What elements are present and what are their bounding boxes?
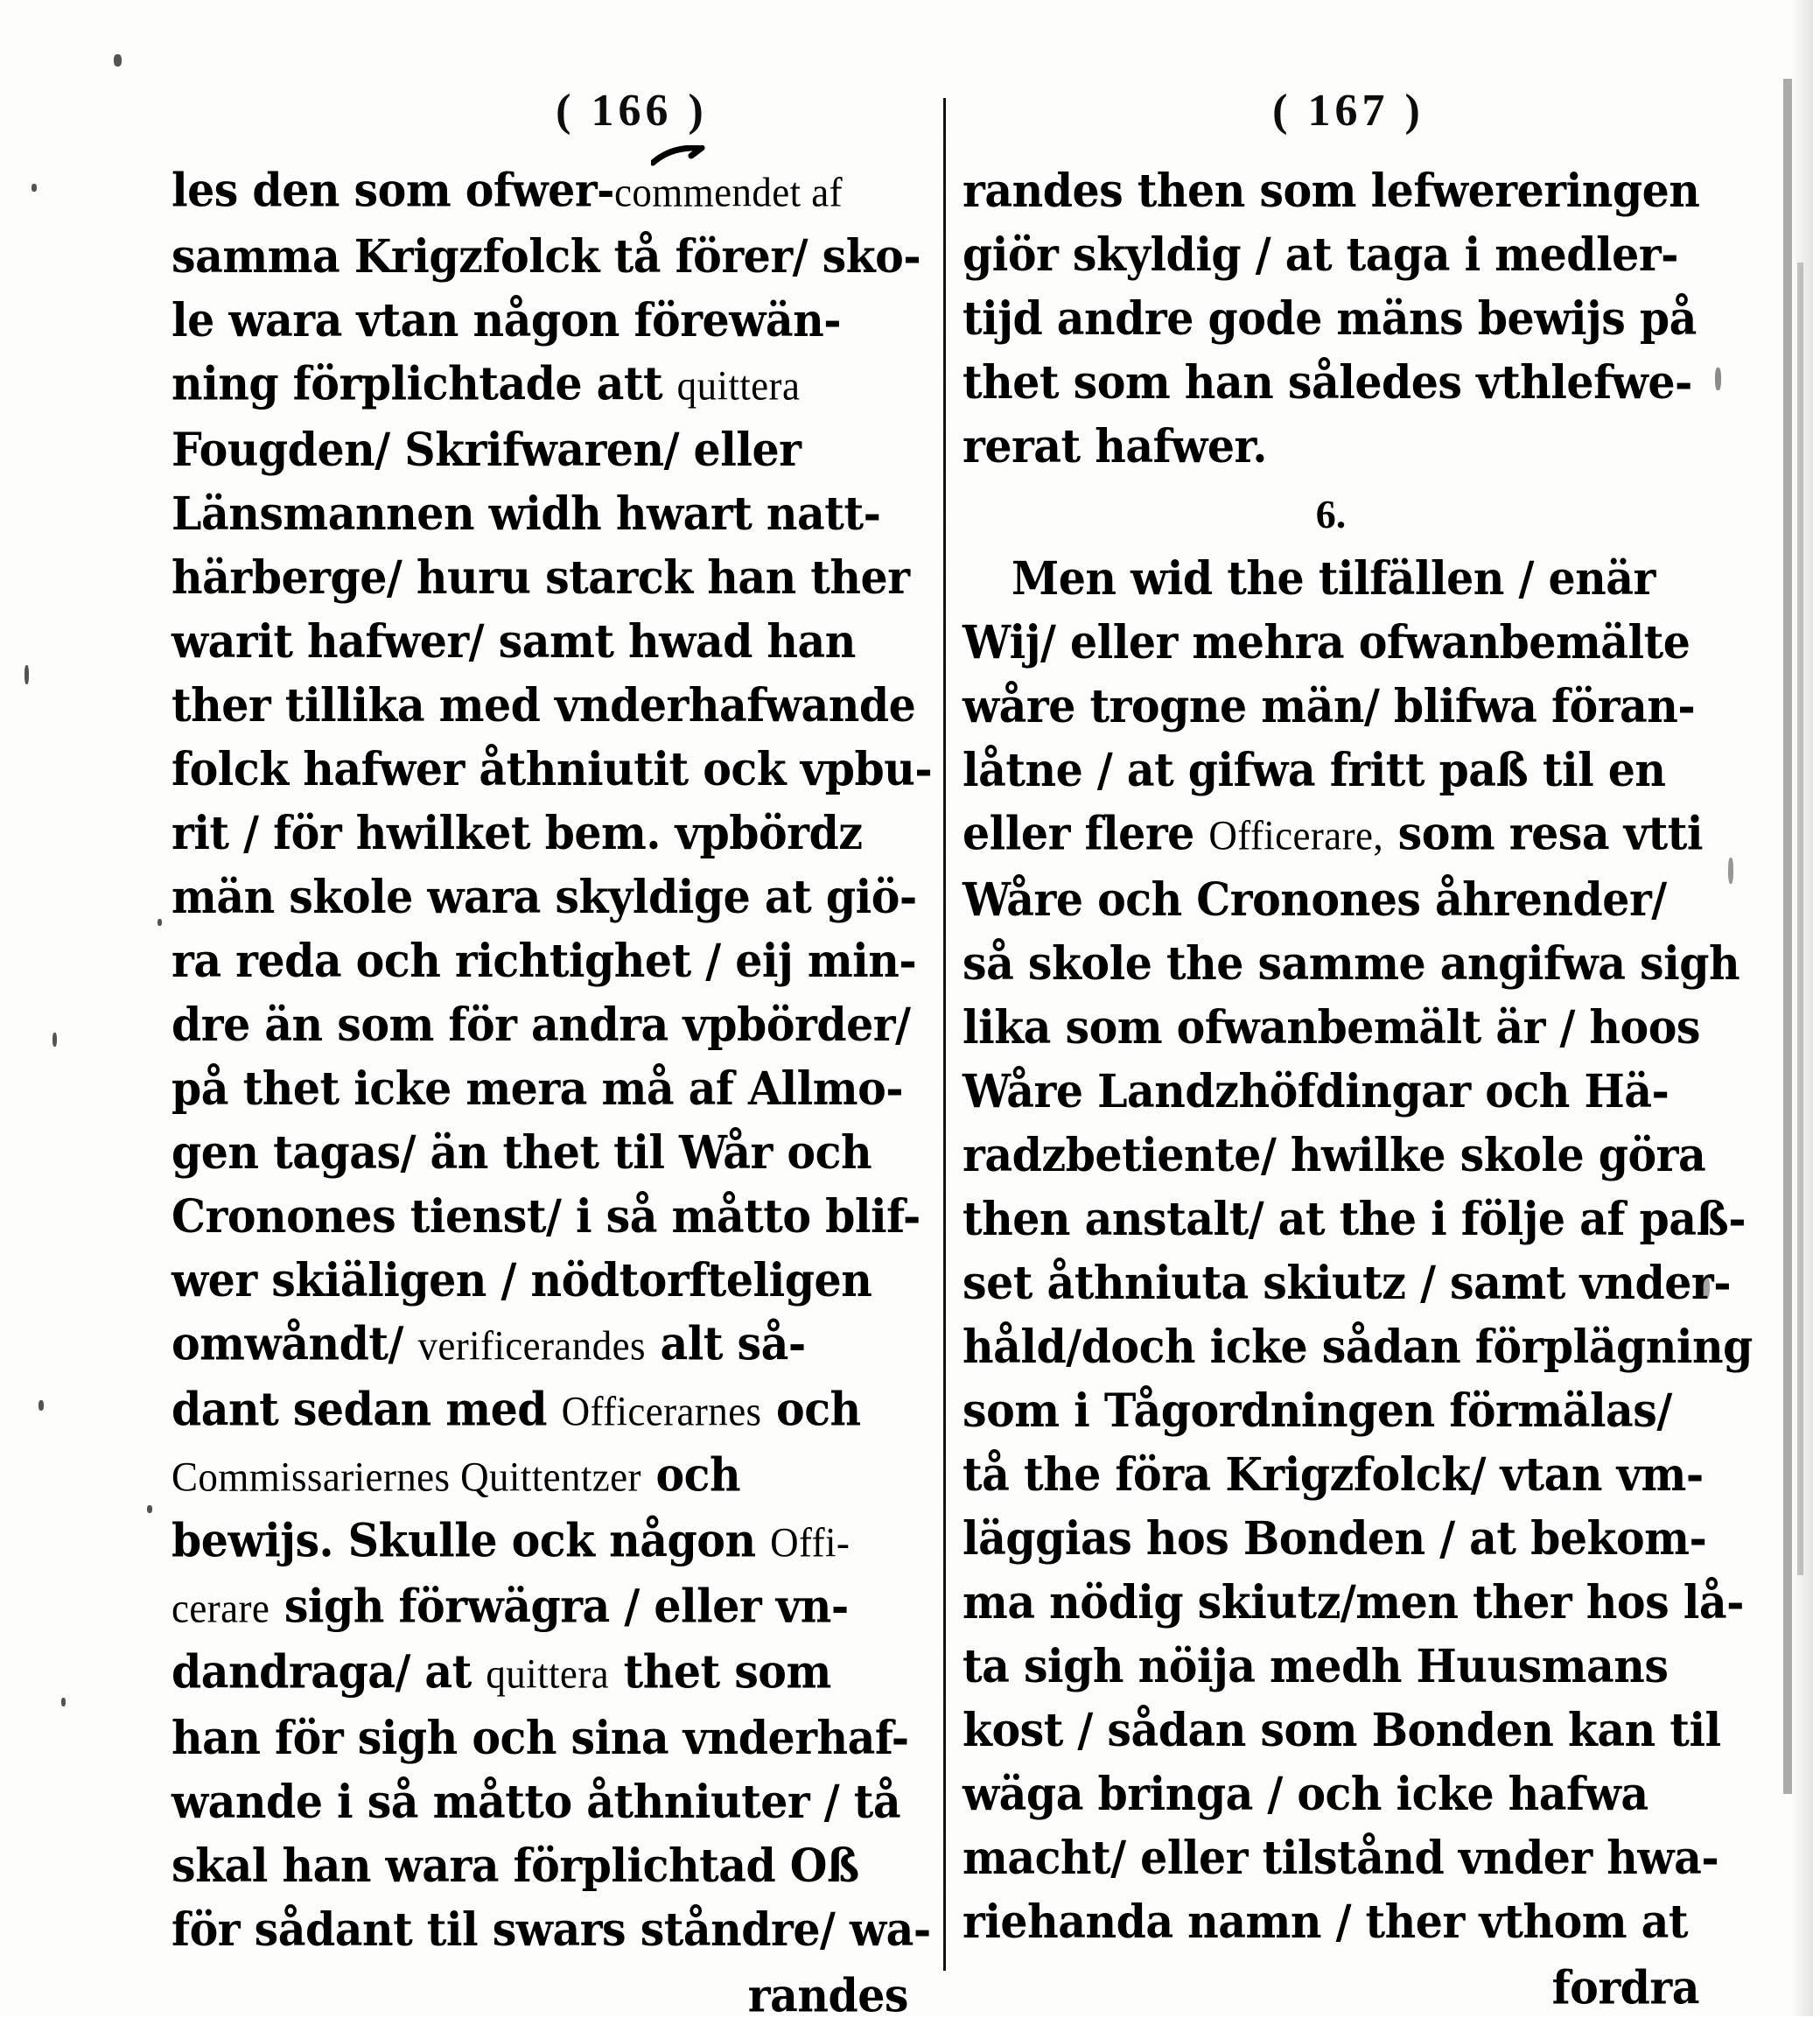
paper-speck [1728,858,1733,884]
paper-speck [24,665,29,684]
text-line [962,801,1704,871]
text-line [172,223,921,291]
paper-speck [38,1400,44,1411]
fraktur-type-run: wande i så måtto åthniuter / tå [172,1775,901,1829]
text-line [172,1769,908,1836]
fraktur-type-run: skal han wara förplichtad Oß [172,1839,859,1893]
fraktur-type-run: eller flere [962,806,1209,861]
fraktur-type-run: han för sigh och sina vnderhaf- [172,1711,909,1765]
text-line [962,737,1699,804]
fraktur-type-run: läggias hos Bonden / at bekom- [962,1511,1707,1566]
fraktur-type-run: Fougden/ Skrifwaren/ eller [172,423,802,477]
fraktur-type-run: bewijs. Skulle ock någon [172,1513,771,1568]
fraktur-type-run: rerat hafwer. [962,419,1267,473]
text-line [962,1569,1744,1636]
fraktur-type-run: Länsmannen widh hwart natt- [172,487,881,541]
text-line [172,1183,920,1251]
text-line [962,221,1699,289]
roman-type-run: cerare [172,1585,270,1632]
text-line [962,1186,1746,1253]
fraktur-type-run: tå the föra Krigzfolck/ vtan vm- [962,1447,1704,1502]
text-line [172,158,908,228]
roman-type-run: quittera [486,1650,610,1698]
roman-type-run: Officerare, [1208,812,1384,859]
text-line [172,991,911,1059]
paper-speck [1715,368,1721,390]
fraktur-type-run: giör skyldig / at taga i medler- [962,228,1679,282]
text-line [962,1505,1707,1573]
page-number-left: ( 166 ) [556,86,708,136]
fraktur-type-run: dandraga/ at [172,1644,486,1699]
fraktur-type-run: för sådant til swars ståndre/ wa- [172,1902,931,1957]
fraktur-type-run: och [761,1382,861,1437]
text-line [172,1442,908,1512]
roman-type-run: Officerarnes [561,1388,762,1435]
text-line [172,1377,908,1447]
fraktur-type-run: ning förplichtade att [172,356,677,411]
catchword-right: fordra [1551,1960,1699,2015]
text-line [172,672,916,739]
text-line [172,1119,908,1187]
fraktur-type-run: thet som [609,1644,831,1699]
text-line [172,287,908,354]
fraktur-type-run: Wij/ eller mehra ofwanbemälte [962,615,1690,669]
fraktur-type-run: alt så- [645,1316,806,1371]
text-line [172,1508,908,1578]
fraktur-type-run: wåre trogne män/ blifwa föran- [962,679,1696,733]
roman-type-run: Offi- [770,1519,850,1566]
text-line [962,545,1699,613]
fraktur-type-run: then anstalt/ at the i följe af paß- [962,1192,1746,1246]
fraktur-type-run: set åthniuta skiutz / samt vnder- [962,1256,1732,1310]
text-line [172,608,908,676]
right-column-body-part-2 [962,549,1753,1956]
text-line [172,1247,908,1314]
roman-type-run: quittera [676,362,801,410]
fraktur-type-run: tijd andre gode mäns bewijs på [962,291,1697,346]
text-line [962,1377,1699,1445]
fraktur-type-run: dre än som för andra vpbörder/ [172,998,911,1052]
fraktur-type-run: les den som ofwer- [172,163,615,218]
paper-speck [114,54,122,67]
fraktur-type-run: ra reda och richtighet / eij min- [172,934,917,988]
text-line [172,1055,908,1123]
paper-speck [52,1033,57,1047]
text-line [962,609,1699,676]
text-line [962,1633,1699,1700]
fraktur-type-run: folck hafwer åthniutit ock vpbu- [172,742,933,796]
text-line [172,1896,931,1964]
text-line [172,864,917,931]
fraktur-type-run: Wåre och Cronones åhrender/ [962,872,1667,927]
fraktur-type-run: kost / sådan som Bonden kan til [962,1703,1721,1757]
fraktur-type-run: rit / för hwilket bem. vpbördz [172,806,863,860]
text-line [172,417,908,484]
text-line [962,413,1699,480]
text-line [172,1573,908,1643]
fraktur-type-run: ta sigh nöija medh Huusmans [962,1639,1669,1693]
fraktur-type-run: härberge/ huru starck han ther [172,550,910,605]
fraktur-type-run: riehanda namn / ther vthom at [962,1895,1689,1949]
text-line [962,1314,1753,1381]
fraktur-type-run: thet som han således vthlefwe- [962,355,1692,410]
paper-speck [147,1505,152,1513]
fraktur-type-run: warit hafwer/ samt hwad han [172,614,856,669]
fraktur-type-run: som i Tågordningen förmälas/ [962,1384,1672,1438]
text-line [172,1705,908,1772]
text-line [962,349,1699,417]
fraktur-type-run: gen tagas/ än thet til Wår och [172,1125,872,1180]
text-line [962,1697,1721,1764]
fraktur-type-run: dant sedan med [172,1382,562,1437]
text-line [172,480,908,548]
roman-type-run: Commissariernes Quittentzer [172,1454,641,1501]
text-line [962,930,1740,998]
text-line [962,866,1699,934]
text-line [172,1832,908,1900]
text-line [962,1761,1699,1828]
paper-speck [61,1698,66,1706]
text-line [962,1825,1719,1892]
text-line [172,544,908,612]
fraktur-type-run: män skole wara skyldige at giö- [172,870,917,924]
fraktur-type-run: le wara vtan någon förewän- [172,293,842,347]
fraktur-type-run: ther tillika med vnderhafwande [172,678,916,732]
fraktur-type-run: macht/ eller tilstånd vnder hwa- [962,1831,1719,1885]
text-line [962,1122,1706,1189]
fraktur-type-run: Men wid the tilfällen / enär [1012,551,1656,606]
fraktur-type-run: på thet icke mera må af Allmo- [172,1062,904,1116]
text-line [172,1311,908,1381]
gutter-shadow [1790,0,1813,2016]
fraktur-type-run: randes then som lefwereringen [962,164,1700,218]
left-column-body [172,161,933,1964]
text-line [172,1639,908,1709]
fraktur-type-run: omwåndt/ [172,1316,418,1371]
fraktur-type-run: sigh förwägra / eller vn- [270,1579,849,1634]
text-line [172,351,908,421]
left-column [172,84,933,2032]
paper-speck [32,184,37,192]
catchword-left: randes [747,1968,908,2023]
fraktur-type-run: låtne / at gifwa fritt paß til en [962,743,1666,797]
text-line [962,1441,1704,1509]
fraktur-type-run: wäga bringa / och icke hafwa [962,1767,1648,1821]
right-column-body-part-1 [962,161,1699,480]
paper-speck [158,919,162,926]
right-column [962,84,1753,2024]
text-line [962,1250,1732,1317]
fraktur-type-run: som resa vtti [1383,806,1704,861]
fraktur-type-run: håld/doch icke sådan förplägning [962,1320,1753,1374]
fraktur-type-run: lika som ofwanbemält är / hoos [962,1000,1700,1055]
page-number-right: ( 167 ) [1272,86,1424,136]
text-line [172,800,908,867]
text-line [962,673,1699,740]
text-line [962,1888,1699,1956]
fraktur-type-run: Cronones tienst/ i så måtto blif- [172,1189,920,1244]
column-divider-rule [943,98,946,1971]
section-number: 6. [1315,492,1347,536]
fraktur-type-run: och [640,1447,741,1503]
text-line [172,736,933,803]
fraktur-type-run: så skole the samme angifwa sigh [962,936,1740,991]
fraktur-type-run: Wåre Landzhöfdingar och Hä- [962,1064,1670,1118]
fraktur-type-run: ma nödig skiutz/men ther hos lå- [962,1575,1744,1629]
fraktur-type-run: samma Krigzfolck tå förer/ sko- [172,229,921,284]
text-line [962,1058,1699,1125]
text-line [962,158,1699,225]
text-line [962,994,1699,1062]
text-line [172,928,917,995]
text-line [962,285,1699,353]
fraktur-type-run: radzbetiente/ hwilke skole göra [962,1128,1706,1182]
fraktur-type-run: wer skiäligen / nödtorfteligen [172,1253,872,1307]
roman-type-run: verificerandes [417,1322,646,1370]
roman-type-run: commendet af [614,169,843,216]
